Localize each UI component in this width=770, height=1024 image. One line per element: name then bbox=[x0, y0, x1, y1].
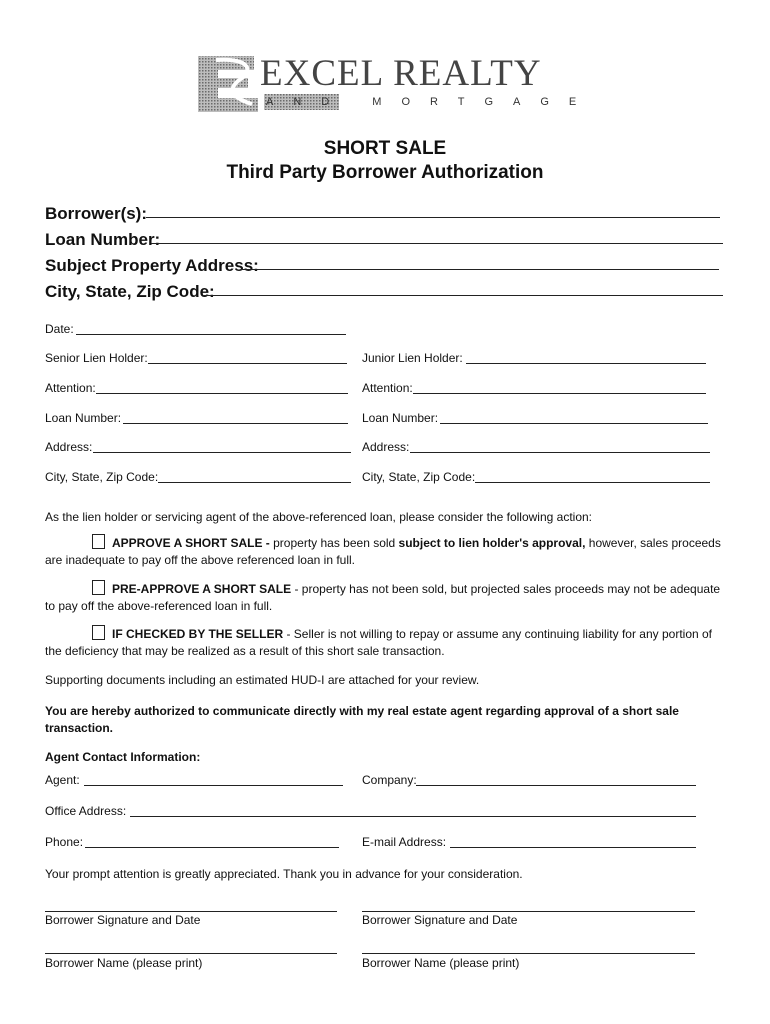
junior-attention-field[interactable] bbox=[413, 393, 706, 394]
logo-name: EXCEL REALTY bbox=[260, 53, 542, 94]
preapprove-checkbox[interactable] bbox=[92, 580, 105, 595]
junior-lien-holder-label: Junior Lien Holder: bbox=[362, 351, 463, 365]
borrower-signature-line-2[interactable] bbox=[362, 911, 695, 912]
junior-csz-label: City, State, Zip Code: bbox=[362, 470, 476, 484]
subject-property-label: Subject Property Address: bbox=[45, 256, 259, 275]
junior-lien-holder-field[interactable] bbox=[466, 363, 706, 364]
logo-subtitle: AND MORTGAGE bbox=[266, 96, 597, 108]
company-label: Company: bbox=[362, 773, 417, 787]
date-label: Date: bbox=[45, 322, 74, 336]
office-address-label: Office Address: bbox=[45, 804, 127, 818]
intro-text: As the lien holder or servicing agent of the above-referenced loan, please consider the following action: bbox=[45, 510, 593, 524]
company-field[interactable] bbox=[416, 785, 696, 786]
agent-label: Agent: bbox=[45, 773, 80, 787]
closing-text: Your prompt attention is greatly appreciated. Thank you in advance for your consideration. bbox=[45, 867, 523, 881]
junior-csz-field[interactable] bbox=[475, 482, 710, 483]
junior-address-label: Address: bbox=[362, 440, 410, 454]
borrower-name-line-1[interactable] bbox=[45, 953, 337, 954]
borrower-name-label-2: Borrower Name (please print) bbox=[362, 956, 520, 970]
senior-attention-field[interactable] bbox=[96, 393, 348, 394]
supporting-text: Supporting documents including an estimated HUD-I are attached for your review. bbox=[45, 673, 480, 687]
page-subtitle: Third Party Borrower Authorization bbox=[226, 162, 544, 183]
phone-label: Phone: bbox=[45, 835, 84, 849]
borrower-signature-line-1[interactable] bbox=[45, 911, 337, 912]
senior-loan-number-label: Loan Number: bbox=[45, 411, 122, 425]
junior-attention-label: Attention: bbox=[362, 381, 413, 395]
borrower-name-label-1: Borrower Name (please print) bbox=[45, 956, 203, 970]
loan-number-field[interactable] bbox=[151, 243, 723, 244]
city-state-zip-field[interactable] bbox=[203, 295, 723, 296]
senior-loan-number-field[interactable] bbox=[123, 423, 348, 424]
senior-lien-holder-label: Senior Lien Holder: bbox=[45, 351, 148, 365]
junior-address-field[interactable] bbox=[410, 452, 710, 453]
borrowers-field[interactable] bbox=[146, 217, 720, 218]
borrower-signature-label-2: Borrower Signature and Date bbox=[362, 913, 518, 927]
office-address-field[interactable] bbox=[130, 816, 696, 817]
email-label: E-mail Address: bbox=[362, 835, 447, 849]
approve-checkbox[interactable] bbox=[92, 534, 105, 549]
senior-address-label: Address: bbox=[45, 440, 93, 454]
date-field[interactable] bbox=[76, 334, 346, 335]
agent-heading: Agent Contact Information: bbox=[45, 750, 201, 764]
senior-csz-field[interactable] bbox=[158, 482, 351, 483]
senior-address-field[interactable] bbox=[93, 452, 351, 453]
email-field[interactable] bbox=[450, 847, 696, 848]
seller-option: IF CHECKED BY THE SELLER - Seller is not willing to repay or assume any continuing liability for any portion of the deficiency that may be realized as a result of this short sale transaction. bbox=[45, 627, 713, 658]
senior-csz-label: City, State, Zip Code: bbox=[45, 470, 159, 484]
agent-field[interactable] bbox=[84, 785, 343, 786]
preapprove-option: PRE-APPROVE A SHORT SALE - property has not been sold, but projected sales proceeds may not be adequate to pay off the above-referenced loan in full. bbox=[45, 582, 721, 613]
subject-property-field[interactable] bbox=[241, 269, 719, 270]
page-title: SHORT SALE bbox=[323, 138, 447, 159]
seller-checkbox[interactable] bbox=[92, 625, 105, 640]
senior-lien-holder-field[interactable] bbox=[148, 363, 347, 364]
borrowers-label: Borrower(s): bbox=[45, 204, 148, 223]
phone-field[interactable] bbox=[85, 847, 339, 848]
loan-number-label: Loan Number: bbox=[45, 230, 161, 249]
borrower-signature-label-1: Borrower Signature and Date bbox=[45, 913, 201, 927]
approve-option: APPROVE A SHORT SALE - property has been sold subject to lien holder's approval, however, sales proceeds are inadequate to pay off the above referenced loan in full. bbox=[45, 536, 721, 567]
senior-attention-label: Attention: bbox=[45, 381, 96, 395]
authorization-text: You are hereby authorized to communicate directly with my real estate agent regarding approval of a short sale transaction. bbox=[45, 704, 679, 735]
junior-loan-number-field[interactable] bbox=[440, 423, 708, 424]
borrower-name-line-2[interactable] bbox=[362, 953, 695, 954]
company-logo bbox=[196, 52, 597, 114]
city-state-zip-label: City, State, Zip Code: bbox=[45, 282, 215, 301]
junior-loan-number-label: Loan Number: bbox=[362, 411, 439, 425]
